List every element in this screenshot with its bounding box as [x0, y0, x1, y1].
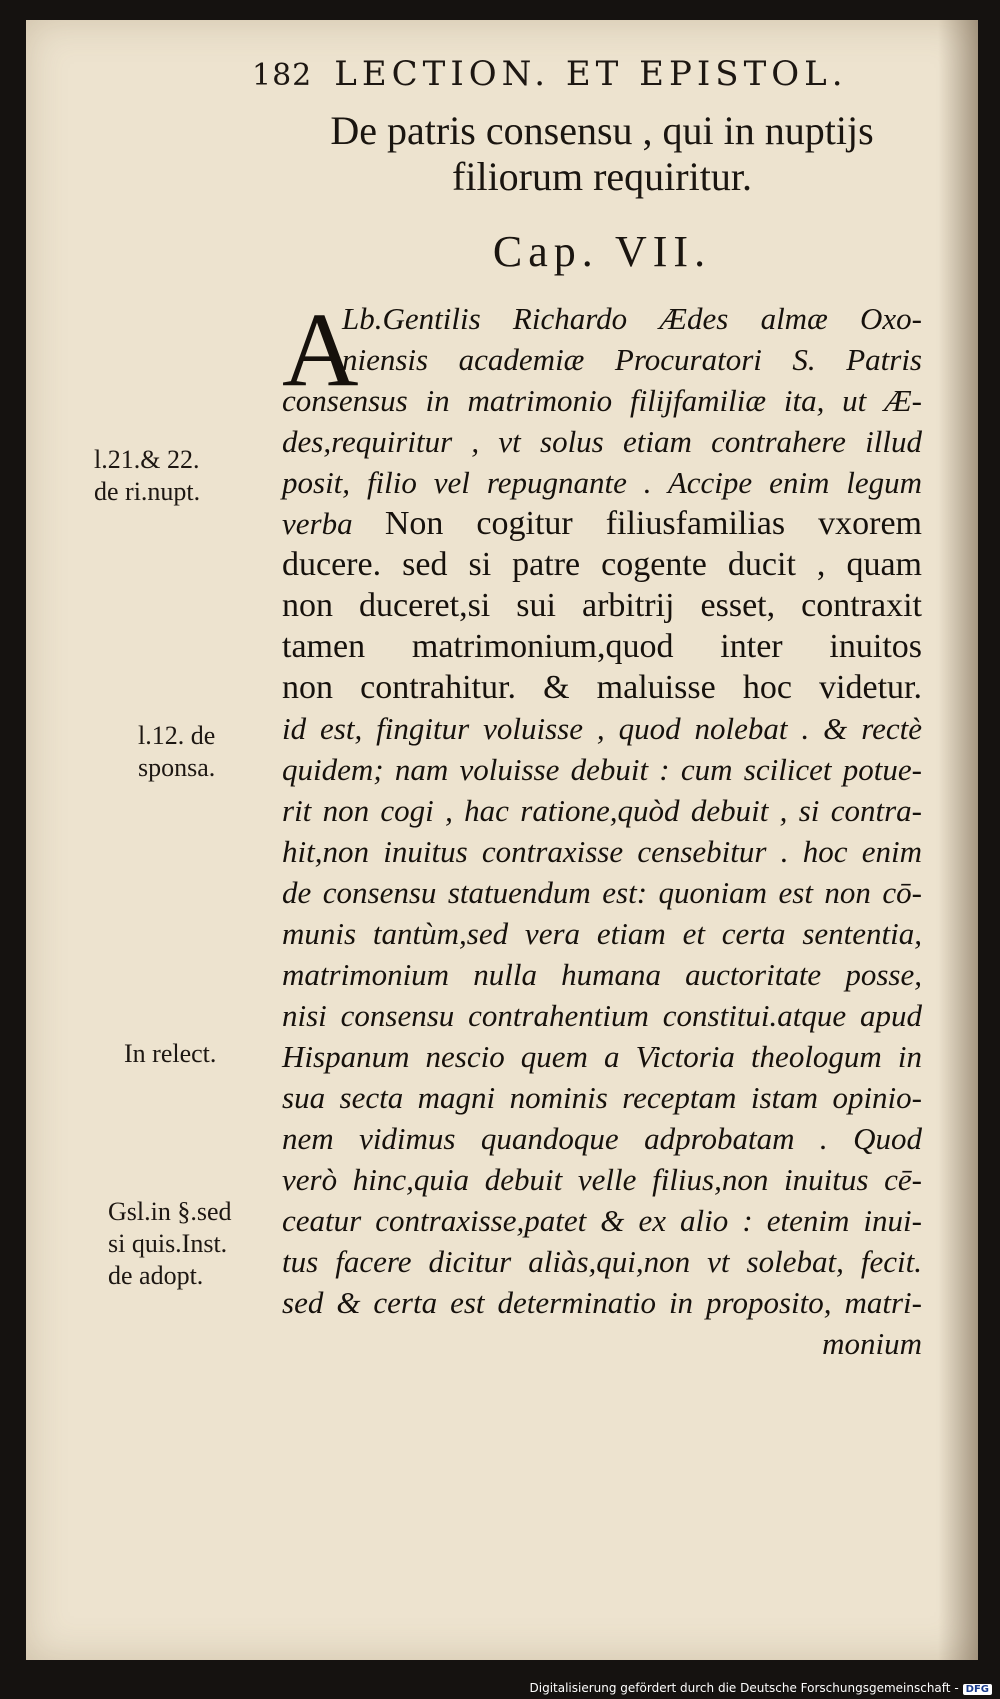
body-line: non contrahitur. & maluisse hoc videtur. [282, 669, 922, 706]
drop-cap-initial: A [282, 291, 359, 408]
body-line: niensis academiæ Procuratori S. Patris [342, 342, 922, 377]
footer-credit [530, 1681, 993, 1695]
body-line: quidem; nam voluisse debuit : cum scilicet potue- [282, 752, 922, 787]
body-line: sed & certa est determinatio in proposito, matri- [282, 1285, 922, 1320]
body-line: ducere. sed si patre cogente ducit , quam [282, 546, 922, 583]
catchword: monium [822, 1326, 922, 1361]
body-line: nisi consensu contrahentium constitui.atque apud [282, 998, 922, 1033]
margin-note-line: l.21.& 22. [94, 445, 200, 474]
body-line: tamen matrimonium,quod inter inuitos [282, 628, 922, 665]
dfg-logo: DFG [963, 1684, 992, 1695]
body-text [282, 291, 922, 1364]
body-line: Hispanum nescio quem a Victoria theologum in [282, 1039, 922, 1074]
body-line: de consensu statuendum est: quoniam est non cō- [282, 875, 922, 910]
body-line-italic-part: verba [282, 506, 385, 541]
margin-note-4 [108, 1196, 232, 1292]
body-line: Lb.Gentilis Richardo Ædes almæ Oxo- [342, 301, 922, 336]
body-line: munis tantùm,sed vera etiam et certa sententia, [282, 916, 922, 951]
margin-note-3 [124, 1038, 216, 1070]
body-line: verò hinc,quia debuit velle filius,non inuitus cē- [282, 1162, 922, 1197]
footer-text: Digitalisierung gefördert durch die Deutsche Forschungsgemeinschaft - [529, 1681, 959, 1695]
page-number: 182 [252, 58, 313, 93]
margin-note-line: si quis.Inst. [108, 1229, 228, 1258]
page-shadow-edge [938, 20, 978, 1660]
body-line: matrimonium nulla humana auctoritate posse, [282, 957, 922, 992]
margin-note-line: In relect. [124, 1039, 217, 1068]
body-line: tus facere dicitur aliàs,qui,non vt solebat, fecit. [282, 1244, 922, 1279]
title-line-2: filiorum requiritur. [452, 154, 752, 199]
margin-note-1 [94, 444, 200, 508]
body-line: rit non cogi , hac ratione,quòd debuit , si contra- [282, 793, 922, 828]
body-line: des,requiritur , vt solus etiam contrahere illud [282, 424, 922, 459]
margin-note-line: Gsl.in §.sed [108, 1197, 232, 1226]
margin-note-line: de ri.nupt. [94, 477, 201, 506]
margin-note-line: de adopt. [108, 1261, 204, 1290]
title-line-1: De patris consensu , qui in nuptijs [330, 108, 874, 153]
body-line: hit,non inuitus contraxisse censebitur . hoc enim [282, 834, 922, 869]
margin-note-line: sponsa. [138, 753, 216, 782]
margin-note-line: l.12. de [138, 721, 216, 750]
running-header [252, 54, 892, 94]
body-line: posit, filio vel repugnante . Accipe enim legum [282, 465, 922, 500]
body-line: sua secta magni nominis receptam istam opinio- [282, 1080, 922, 1115]
body-line [282, 503, 922, 544]
running-head-text: LECTION. ET EPISTOL. [334, 54, 848, 94]
body-line: ceatur contraxisse,patet & ex alio : etenim inui- [282, 1203, 922, 1238]
body-line: id est, fingitur voluisse , quod nolebat . & rectè [282, 711, 922, 746]
body-line: consensus in matrimonio filijfamiliæ ita, ut Æ- [282, 383, 922, 418]
body-line-roman-part: Non cogitur filiusfamilias vxorem [384, 505, 922, 542]
body-line: nem vidimus quandoque adprobatam . Quod [282, 1121, 922, 1156]
margin-note-2 [138, 720, 215, 784]
body-line: non duceret,si sui arbitrij esset, contraxit [282, 587, 922, 624]
chapter-heading: Cap. VII. [492, 227, 712, 276]
chapter-title [282, 108, 922, 200]
